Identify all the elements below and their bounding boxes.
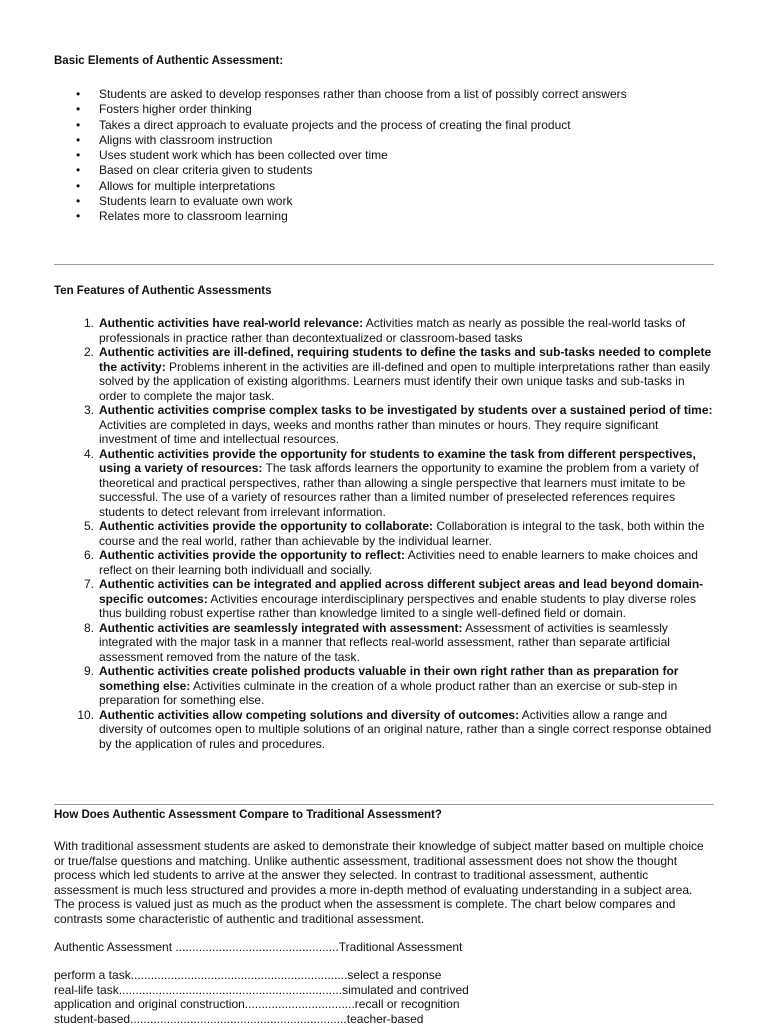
feature-number: 3.	[74, 403, 94, 418]
feature-item	[54, 403, 714, 447]
feature-lead: Authentic activities can be integrated and applied across different subject areas and lead beyond domain-specific outcomes:	[99, 577, 703, 606]
feature-number: 10.	[74, 708, 94, 723]
list-item	[54, 102, 694, 117]
feature-item	[54, 519, 714, 548]
feature-item	[54, 664, 714, 708]
basic-elements-heading: Basic Elements of Authentic Assessment:	[54, 54, 283, 69]
bullet-icon: •	[76, 87, 80, 102]
bullet-icon: •	[76, 194, 80, 209]
feature-number: 2.	[74, 345, 94, 360]
feature-number: 1.	[74, 316, 94, 331]
comparison-row: perform a task.................................................................select a response	[54, 968, 714, 983]
feature-item	[54, 447, 714, 520]
feature-item	[54, 345, 714, 403]
feature-text: Activities match as nearly as possible the real-world tasks of professionals in practice rather than decontextualized or classroom-based tasks	[99, 316, 685, 345]
list-item-text: Uses student work which has been collected over time	[99, 148, 388, 162]
list-item	[54, 209, 694, 224]
feature-lead: Authentic activities are ill-defined, requiring students to define the tasks and sub-tasks needed to complete the activity:	[99, 345, 711, 374]
bullet-icon: •	[76, 209, 80, 224]
feature-lead: Authentic activities provide the opportunity for students to examine the task from different perspectives, using a variety of resources:	[99, 447, 696, 476]
list-item	[54, 87, 694, 102]
list-item-text: Fosters higher order thinking	[99, 102, 252, 116]
comparison-row: real-life task...................................................................simulated and contrived	[54, 983, 714, 998]
feature-item	[54, 316, 714, 345]
ten-features-heading: Ten Features of Authentic Assessments	[54, 284, 272, 299]
feature-lead: Authentic activities have real-world relevance:	[99, 316, 363, 330]
feature-number: 7.	[74, 577, 94, 592]
bullet-icon: •	[76, 179, 80, 194]
feature-number: 9.	[74, 664, 94, 679]
bullet-icon: •	[76, 102, 80, 117]
list-item-text: Takes a direct approach to evaluate projects and the process of creating the final product	[99, 118, 571, 132]
feature-number: 6.	[74, 548, 94, 563]
section-divider	[54, 264, 714, 265]
comparison-header: Authentic Assessment .................................................Traditional Assessment	[54, 940, 714, 955]
basic-elements-list	[54, 87, 694, 225]
list-item	[54, 118, 694, 133]
list-item-text: Students learn to evaluate own work	[99, 194, 292, 208]
list-item	[54, 194, 694, 209]
feature-item	[54, 621, 714, 665]
bullet-icon: •	[76, 148, 80, 163]
bullet-icon: •	[76, 163, 80, 178]
list-item	[54, 133, 694, 148]
feature-text: Activities encourage interdisciplinary perspectives and enable students to play diverse roles thus building robust expertise rather than knowledge limited to a single well-defined field or domain.	[99, 592, 696, 621]
feature-item	[54, 548, 714, 577]
feature-lead: Authentic activities provide the opportunity to reflect:	[99, 548, 405, 562]
feature-lead: Authentic activities provide the opportunity to collaborate:	[99, 519, 433, 533]
feature-text: Activities allow a range and diversity of outcomes open to multiple solutions of an original nature, rather than a single correct response obtained by the application of rules and procedures.	[99, 708, 711, 751]
list-item-text: Based on clear criteria given to students	[99, 163, 312, 177]
ten-features-list	[54, 316, 714, 751]
list-item	[54, 148, 694, 163]
feature-number: 4.	[74, 447, 94, 462]
comparison-paragraph: With traditional assessment students are asked to demonstrate their knowledge of subject matter based on multiple choice or true/false questions and matching. Unlike authentic assessment, traditional assessment does not show the thought process which led students to arrive at the answer they selected. In contrast to traditional assessment, authentic assessment is much less structured and provides a more in-depth method of evaluating understanding in a subject area. The process is valued just as much as the product when the assessment is complete. The chart below compares and contrasts some characteristic of authentic and traditional assessment.	[54, 839, 710, 926]
feature-number: 5.	[74, 519, 94, 534]
list-item	[54, 163, 694, 178]
feature-text: Activities need to enable learners to make choices and reflect on their learning both individuall and socially.	[99, 548, 698, 577]
bullet-icon: •	[76, 133, 80, 148]
feature-lead: Authentic activities create polished products valuable in their own right rather than as preparation for something else:	[99, 664, 678, 693]
list-item-text: Relates more to classroom learning	[99, 209, 288, 223]
list-item-text: Allows for multiple interpretations	[99, 179, 275, 193]
comparison-rows	[54, 968, 714, 1026]
comparison-heading: How Does Authentic Assessment Compare to Traditional Assessment?	[54, 808, 442, 823]
list-item-text: Aligns with classroom instruction	[99, 133, 272, 147]
feature-text: Problems inherent in the activities are ill-defined and open to multiple interpretations rather than easily solved by the application of existing algorithms. Learners must identify their own unique tasks and sub-tasks in order to complete the major task.	[99, 360, 710, 403]
feature-text: Activities are completed in days, weeks and months rather than minutes or hours. They require significant investment of time and intellectual resources.	[99, 418, 658, 447]
feature-lead: Authentic activities comprise complex tasks to be investigated by students over a sustained period of time:	[99, 403, 713, 417]
feature-text: Assessment of activities is seamlessly integrated with the major task in a manner that reflects real-world assessment, rather than separate artificial assessment removed from the nature of the task.	[99, 621, 670, 664]
feature-number: 8.	[74, 621, 94, 636]
feature-text: Collaboration is integral to the task, both within the course and the real world, rather than achievable by the individual learner.	[99, 519, 705, 548]
feature-lead: Authentic activities are seamlessly integrated with assessment:	[99, 621, 462, 635]
feature-item	[54, 577, 714, 621]
list-item-text: Students are asked to develop responses rather than choose from a list of possibly correct answers	[99, 87, 627, 101]
comparison-row: application and original construction.................................recall or recognition	[54, 997, 714, 1012]
feature-text: Activities culminate in the creation of a whole product rather than an exercise or sub-step in preparation for something else.	[99, 679, 677, 708]
section-divider	[54, 804, 714, 805]
feature-text: The task affords learners the opportunity to examine the problem from a variety of theoretical and practical perspectives, rather than allowing a single perspective that learners must imitate to be successful. The use of a variety of resources rather than a limited number of preselected references requires students to detect relevant from irrelevant information.	[99, 461, 699, 519]
list-item	[54, 179, 694, 194]
feature-lead: Authentic activities allow competing solutions and diversity of outcomes:	[99, 708, 519, 722]
comparison-row: student-based.................................................................teacher-based	[54, 1012, 714, 1026]
feature-item	[54, 708, 714, 752]
bullet-icon: •	[76, 118, 80, 133]
